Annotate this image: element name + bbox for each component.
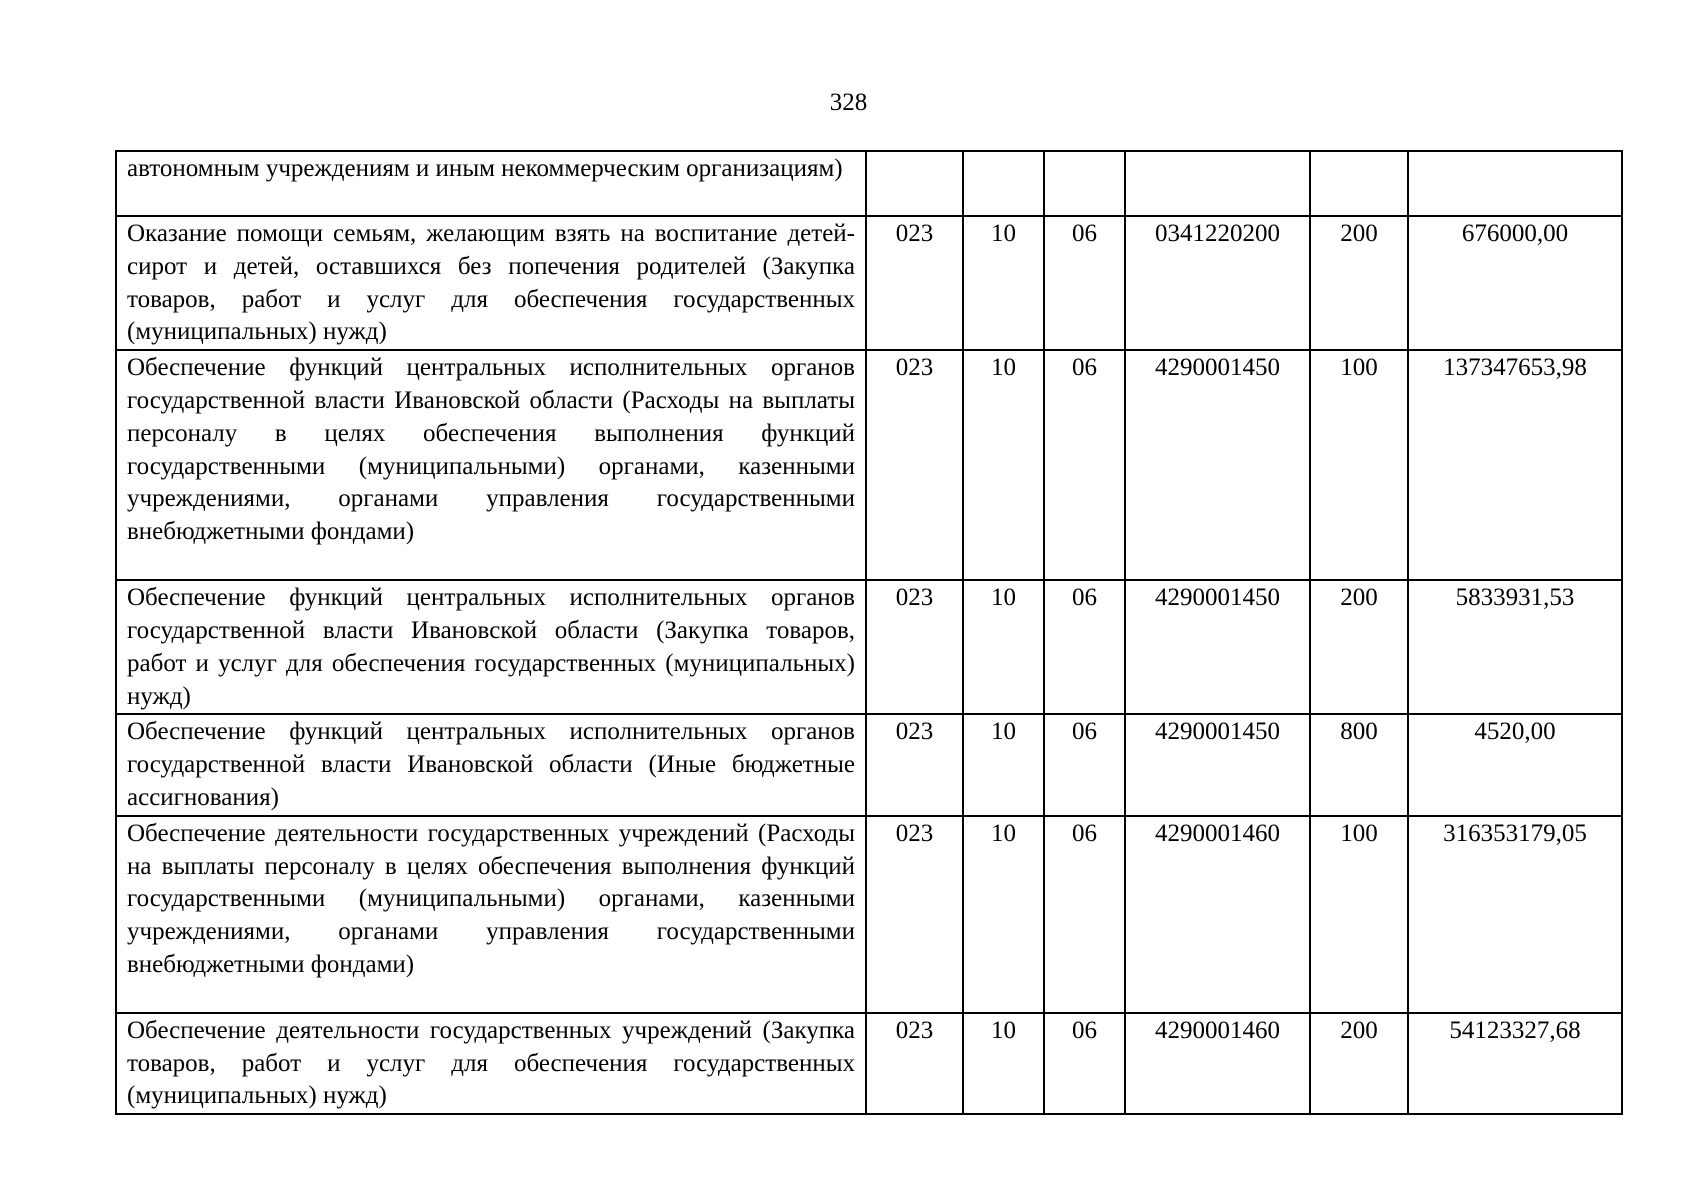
section-code: 10 — [963, 350, 1044, 580]
subsection-code: 06 — [1044, 1013, 1125, 1114]
table-row — [116, 1013, 1622, 1114]
table-row — [116, 816, 1622, 1013]
row-description: Обеспечение функций центральных исполнительных органов государственной власти Ивановской области (Расходы на выплаты персоналу в целях обеспечения выполнения функций государственными (муниципальными) органами, казенными учреждениями, органами управления государственными внебюджетными фондами) — [116, 350, 866, 580]
expense-type-code — [1310, 151, 1408, 216]
amount: 5833931,53 — [1408, 580, 1622, 714]
table-row — [116, 350, 1622, 580]
ministry-code — [866, 151, 963, 216]
target-article-code: 0341220200 — [1125, 216, 1310, 350]
amount: 4520,00 — [1408, 714, 1622, 815]
table-row — [116, 580, 1622, 714]
subsection-code: 06 — [1044, 216, 1125, 350]
ministry-code: 023 — [866, 216, 963, 350]
section-code: 10 — [963, 580, 1044, 714]
section-code: 10 — [963, 714, 1044, 815]
expense-type-code: 100 — [1310, 350, 1408, 580]
target-article-code: 4290001450 — [1125, 350, 1310, 580]
section-code — [963, 151, 1044, 216]
target-article-code — [1125, 151, 1310, 216]
row-description: Обеспечение функций центральных исполнительных органов государственной власти Ивановской области (Закупка товаров, работ и услуг для обеспечения государственных (муниципальных) нужд) — [116, 580, 866, 714]
target-article-code: 4290001450 — [1125, 580, 1310, 714]
subsection-code: 06 — [1044, 816, 1125, 1013]
expense-type-code: 200 — [1310, 216, 1408, 350]
subsection-code: 06 — [1044, 350, 1125, 580]
expense-type-code: 100 — [1310, 816, 1408, 1013]
section-code: 10 — [963, 816, 1044, 1013]
amount: 676000,00 — [1408, 216, 1622, 350]
ministry-code: 023 — [866, 714, 963, 815]
section-code: 10 — [963, 1013, 1044, 1114]
row-description: автономным учреждениям и иным некоммерческим организациям) — [116, 151, 866, 216]
target-article-code: 4290001450 — [1125, 714, 1310, 815]
row-description: Обеспечение деятельности государственных учреждений (Закупка товаров, работ и услуг для обеспечения государственных (муниципальных) нужд) — [116, 1013, 866, 1114]
amount — [1408, 151, 1622, 216]
table-row — [116, 216, 1622, 350]
ministry-code: 023 — [866, 350, 963, 580]
row-description: Оказание помощи семьям, желающим взять на воспитание детей-сирот и детей, оставшихся без попечения родителей (Закупка товаров, работ и услуг для обеспечения государственных (муниципальных) нужд) — [116, 216, 866, 350]
row-description: Обеспечение деятельности государственных учреждений (Расходы на выплаты персоналу в целях обеспечения выполнения функций государственными (муниципальными) органами, казенными учреждениями, органами управления государственными внебюджетными фондами) — [116, 816, 866, 1013]
expense-type-code: 800 — [1310, 714, 1408, 815]
section-code: 10 — [963, 216, 1044, 350]
expense-type-code: 200 — [1310, 580, 1408, 714]
page-number: 328 — [829, 89, 868, 116]
target-article-code: 4290001460 — [1125, 1013, 1310, 1114]
amount: 54123327,68 — [1408, 1013, 1622, 1114]
ministry-code: 023 — [866, 580, 963, 714]
budget-table — [115, 150, 1623, 1115]
subsection-code — [1044, 151, 1125, 216]
subsection-code: 06 — [1044, 580, 1125, 714]
amount: 137347653,98 — [1408, 350, 1622, 580]
row-description: Обеспечение функций центральных исполнительных органов государственной власти Ивановской области (Иные бюджетные ассигнования) — [116, 714, 866, 815]
expense-type-code: 200 — [1310, 1013, 1408, 1114]
amount: 316353179,05 — [1408, 816, 1622, 1013]
subsection-code: 06 — [1044, 714, 1125, 815]
target-article-code: 4290001460 — [1125, 816, 1310, 1013]
table-row — [116, 151, 1622, 216]
table-row — [116, 714, 1622, 815]
ministry-code: 023 — [866, 1013, 963, 1114]
ministry-code: 023 — [866, 816, 963, 1013]
